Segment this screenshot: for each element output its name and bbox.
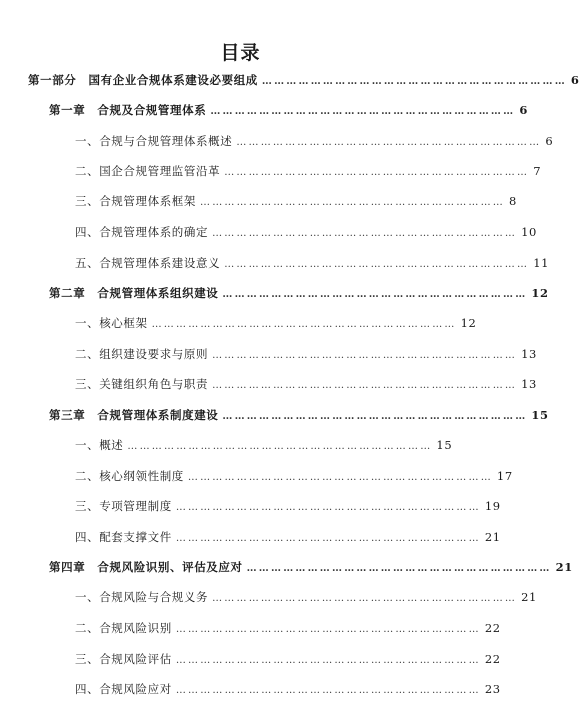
dot-leader: ………………………………………………………………… [175, 502, 481, 513]
toc-entry-section[interactable] [75, 618, 501, 638]
toc-entry-label: 四、合规管理体系的确定 [75, 225, 209, 239]
toc-entry-label: 一、核心框架 [75, 316, 148, 330]
toc-entry-page: 15 [531, 408, 549, 422]
dot-leader: ………………………………………………………………… [187, 472, 493, 483]
toc-entry-page: 6 [570, 73, 580, 87]
toc-entry-page: 21 [484, 530, 501, 544]
toc-entry-label: 三、专项管理制度 [75, 499, 172, 513]
dot-leader: ………………………………………………………………… [175, 533, 481, 544]
toc-entry-label: 三、合规管理体系框架 [75, 194, 196, 208]
toc-entry-page: 13 [521, 347, 537, 361]
toc-entry-chapter-3[interactable] [49, 405, 549, 425]
toc-entry-section[interactable] [75, 344, 537, 364]
dot-leader: ………………………………………………………………… [212, 593, 518, 604]
toc-entry-label: 五、合规管理体系建设意义 [75, 256, 221, 270]
toc-entry-page: 12 [460, 316, 477, 330]
toc-entry-label: 一、合规与合规管理体系概述 [75, 134, 233, 148]
toc-entry-chapter-1[interactable] [49, 100, 528, 120]
toc-entry-page: 15 [436, 438, 453, 452]
toc-entry-page: 11 [533, 256, 550, 270]
toc-entry-section[interactable] [75, 435, 453, 455]
dot-leader: ………………………………………………………………… [175, 685, 481, 696]
toc-entry-section[interactable] [75, 679, 501, 699]
toc-entry-label: 第二章 合规管理体系组织建设 [49, 286, 219, 300]
toc-entry-label: 三、关键组织角色与职责 [75, 377, 209, 391]
dot-leader: ………………………………………………………………… [246, 563, 552, 574]
toc-entry-label: 第一章 合规及合规管理体系 [49, 103, 207, 117]
toc-entry-part-1[interactable] [28, 70, 580, 90]
toc-entry-section[interactable] [75, 496, 501, 516]
dot-leader: ………………………………………………………………… [210, 106, 516, 117]
toc-entry-section[interactable] [75, 313, 477, 333]
toc-entry-label: 三、合规风险评估 [75, 652, 172, 666]
toc-entry-chapter-2[interactable] [49, 283, 549, 303]
toc-entry-section[interactable] [75, 161, 542, 181]
toc-entry-label: 二、核心纲领性制度 [75, 469, 184, 483]
toc-entry-page: 12 [531, 286, 549, 300]
toc-entry-page: 23 [484, 682, 501, 696]
dot-leader: ………………………………………………………………… [212, 380, 518, 391]
dot-leader: ………………………………………………………………… [224, 167, 530, 178]
toc-entry-page: 10 [521, 225, 537, 239]
toc-entry-page: 19 [484, 499, 501, 513]
toc-entry-page: 22 [484, 621, 501, 635]
dot-leader: ………………………………………………………………… [175, 655, 481, 666]
toc-entry-label: 第三章 合规管理体系制度建设 [49, 408, 219, 422]
dot-leader: ………………………………………………………………… [222, 289, 528, 300]
toc-entry-page: 17 [496, 469, 513, 483]
toc-entry-page: 8 [509, 194, 517, 208]
dot-leader: ………………………………………………………………… [200, 197, 505, 208]
toc-entry-chapter-4[interactable] [49, 557, 573, 577]
toc-entry-label: 一、合规风险与合规义务 [75, 590, 209, 604]
toc-entry-section[interactable] [75, 649, 501, 669]
toc-entry-section[interactable] [75, 587, 537, 607]
toc-entry-page: 7 [533, 164, 542, 178]
dot-leader: ………………………………………………………………… [222, 411, 528, 422]
toc-entry-label: 四、配套支撑文件 [75, 530, 172, 544]
dot-leader: ………………………………………………………………… [261, 76, 567, 87]
dot-leader: ………………………………………………………………… [224, 259, 530, 270]
toc-entry-page: 21 [521, 590, 537, 604]
dot-leader: ………………………………………………………………… [212, 350, 518, 361]
toc-entry-label: 四、合规风险应对 [75, 682, 172, 696]
toc-entry-section[interactable] [75, 466, 513, 486]
toc-entry-section[interactable] [75, 222, 537, 242]
toc-entry-label: 二、国企合规管理监管沿革 [75, 164, 221, 178]
toc-entry-page: 22 [484, 652, 501, 666]
dot-leader: ………………………………………………………………… [127, 441, 433, 452]
toc-entry-page: 13 [521, 377, 537, 391]
toc-entry-label: 二、合规风险识别 [75, 621, 172, 635]
toc-entry-label: 一、概述 [75, 438, 124, 452]
toc-entry-label: 第四章 合规风险识别、评估及应对 [49, 560, 243, 574]
toc-entry-label: 第一部分 国有企业合规体系建设必要组成 [28, 73, 258, 87]
page-title: 目录 [220, 42, 261, 64]
toc-entry-label: 二、组织建设要求与原则 [75, 347, 209, 361]
toc-entry-section[interactable] [75, 527, 501, 547]
dot-leader: ………………………………………………………………… [151, 319, 457, 330]
toc-entry-page: 6 [519, 103, 528, 117]
toc-entry-section[interactable] [75, 131, 554, 151]
toc-entry-section[interactable] [75, 253, 550, 273]
toc-entry-page: 21 [555, 560, 573, 574]
dot-leader: ………………………………………………………………… [175, 624, 481, 635]
dot-leader: ………………………………………………………………… [236, 137, 542, 148]
toc-entry-section[interactable] [75, 191, 517, 211]
dot-leader: ………………………………………………………………… [212, 228, 518, 239]
toc-entry-section[interactable] [75, 374, 537, 394]
toc-entry-page: 6 [545, 134, 554, 148]
